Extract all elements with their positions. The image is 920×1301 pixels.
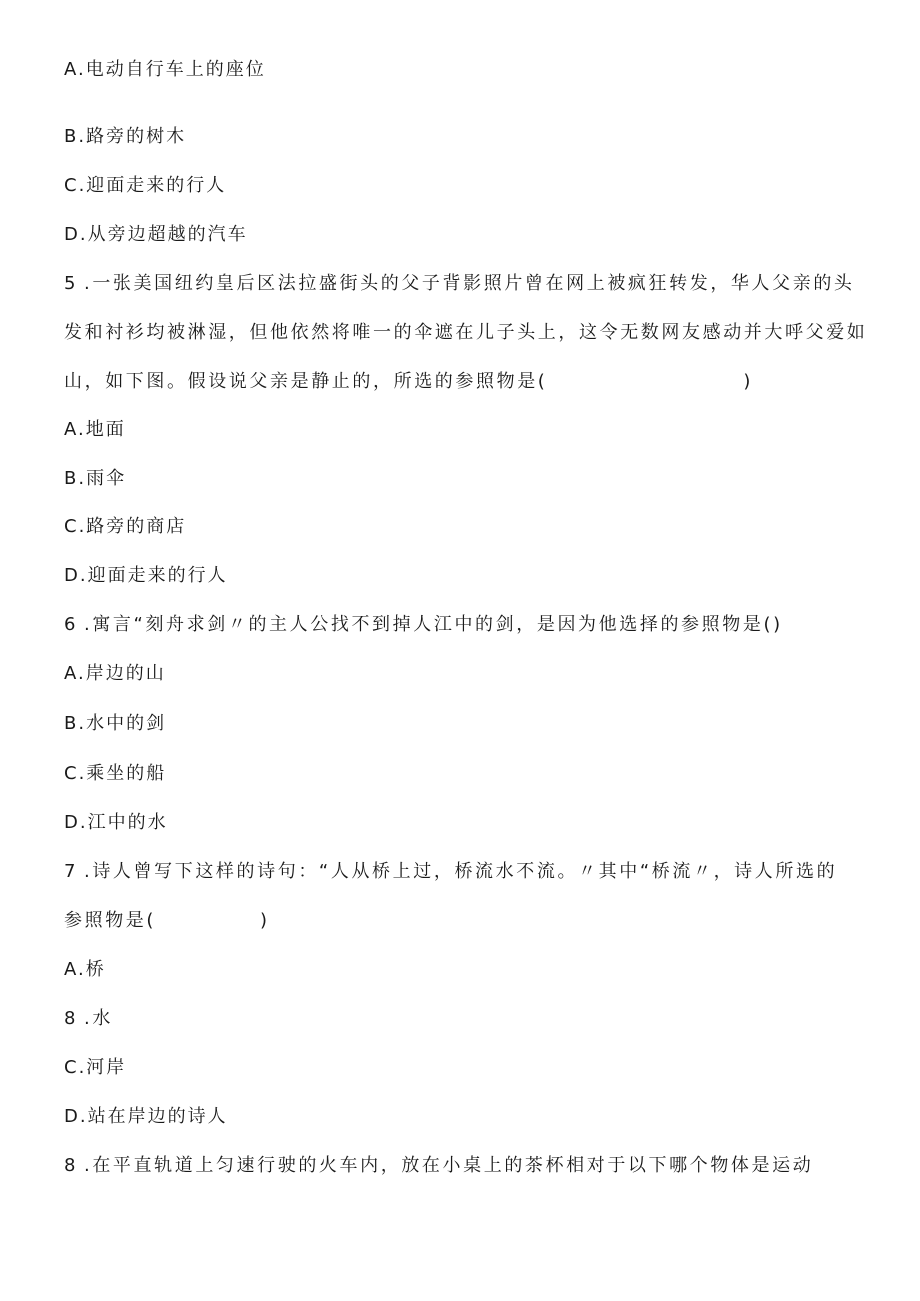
question-5-line-1 [64, 272, 855, 296]
question-7-line-1 [64, 860, 837, 884]
question-text: .寓言“刻舟求剑〃的主人公找不到掉人江中的剑，是因为他选择的参照物是() [84, 614, 783, 635]
question-text: 山，如下图。假设说父亲是静止的，所选的参照物是( [64, 371, 548, 392]
option-4b: B.路旁的树木 [64, 126, 187, 147]
question-5-line-2 [64, 321, 867, 345]
question-text: .诗人曾写下这样的诗句：“人从桥上过，桥流水不流。〃其中“桥流〃，诗人所选的 [84, 861, 838, 882]
option-4c: C.迎面走来的行人 [64, 175, 227, 196]
question-text: 参照物是( [64, 910, 157, 931]
question-6 [64, 613, 783, 637]
option-6b: B.水中的剑 [64, 713, 167, 734]
question-8 [64, 1154, 813, 1178]
option-5c: C.路旁的商店 [64, 516, 187, 537]
option-6a: A.岸边的山 [64, 663, 166, 684]
option-7b [64, 1007, 113, 1031]
option-6d: D.江中的水 [64, 812, 168, 833]
option-4a: A.电动自行车上的座位 [64, 59, 266, 80]
question-text: .一张美国纽约皇后区法拉盛街头的父子背影照片曾在网上被疯狂转发，华人父亲的头 [84, 273, 855, 294]
question-number: 8 [64, 1008, 78, 1029]
option-7a: A.桥 [64, 959, 106, 980]
option-5b: B.雨伞 [64, 468, 127, 489]
question-number: 7 [64, 861, 78, 882]
question-number: 5 [64, 273, 78, 294]
option-7d: D.站在岸边的诗人 [64, 1106, 228, 1127]
closing-paren: ) [260, 910, 270, 931]
closing-paren: ) [743, 371, 753, 392]
option-7c: C.河岸 [64, 1057, 127, 1078]
question-number: 8 [64, 1155, 78, 1176]
option-4d: D.从旁边超越的汽车 [64, 224, 248, 245]
option-text: .水 [84, 1008, 113, 1029]
question-5-line-3 [64, 370, 752, 394]
question-number: 6 [64, 614, 78, 635]
option-5d: D.迎面走来的行人 [64, 565, 228, 586]
question-7-line-2 [64, 909, 269, 933]
option-6c: C.乘坐的船 [64, 763, 167, 784]
question-text: .在平直轨道上匀速行驶的火车内，放在小桌上的茶杯相对于以下哪个物体是运动 [84, 1155, 814, 1176]
option-5a: A.地面 [64, 419, 126, 440]
question-text: 发和衬衫均被淋湿，但他依然将唯一的伞遮在儿子头上，这令无数网友感动并大呼父爱如 [64, 322, 868, 343]
